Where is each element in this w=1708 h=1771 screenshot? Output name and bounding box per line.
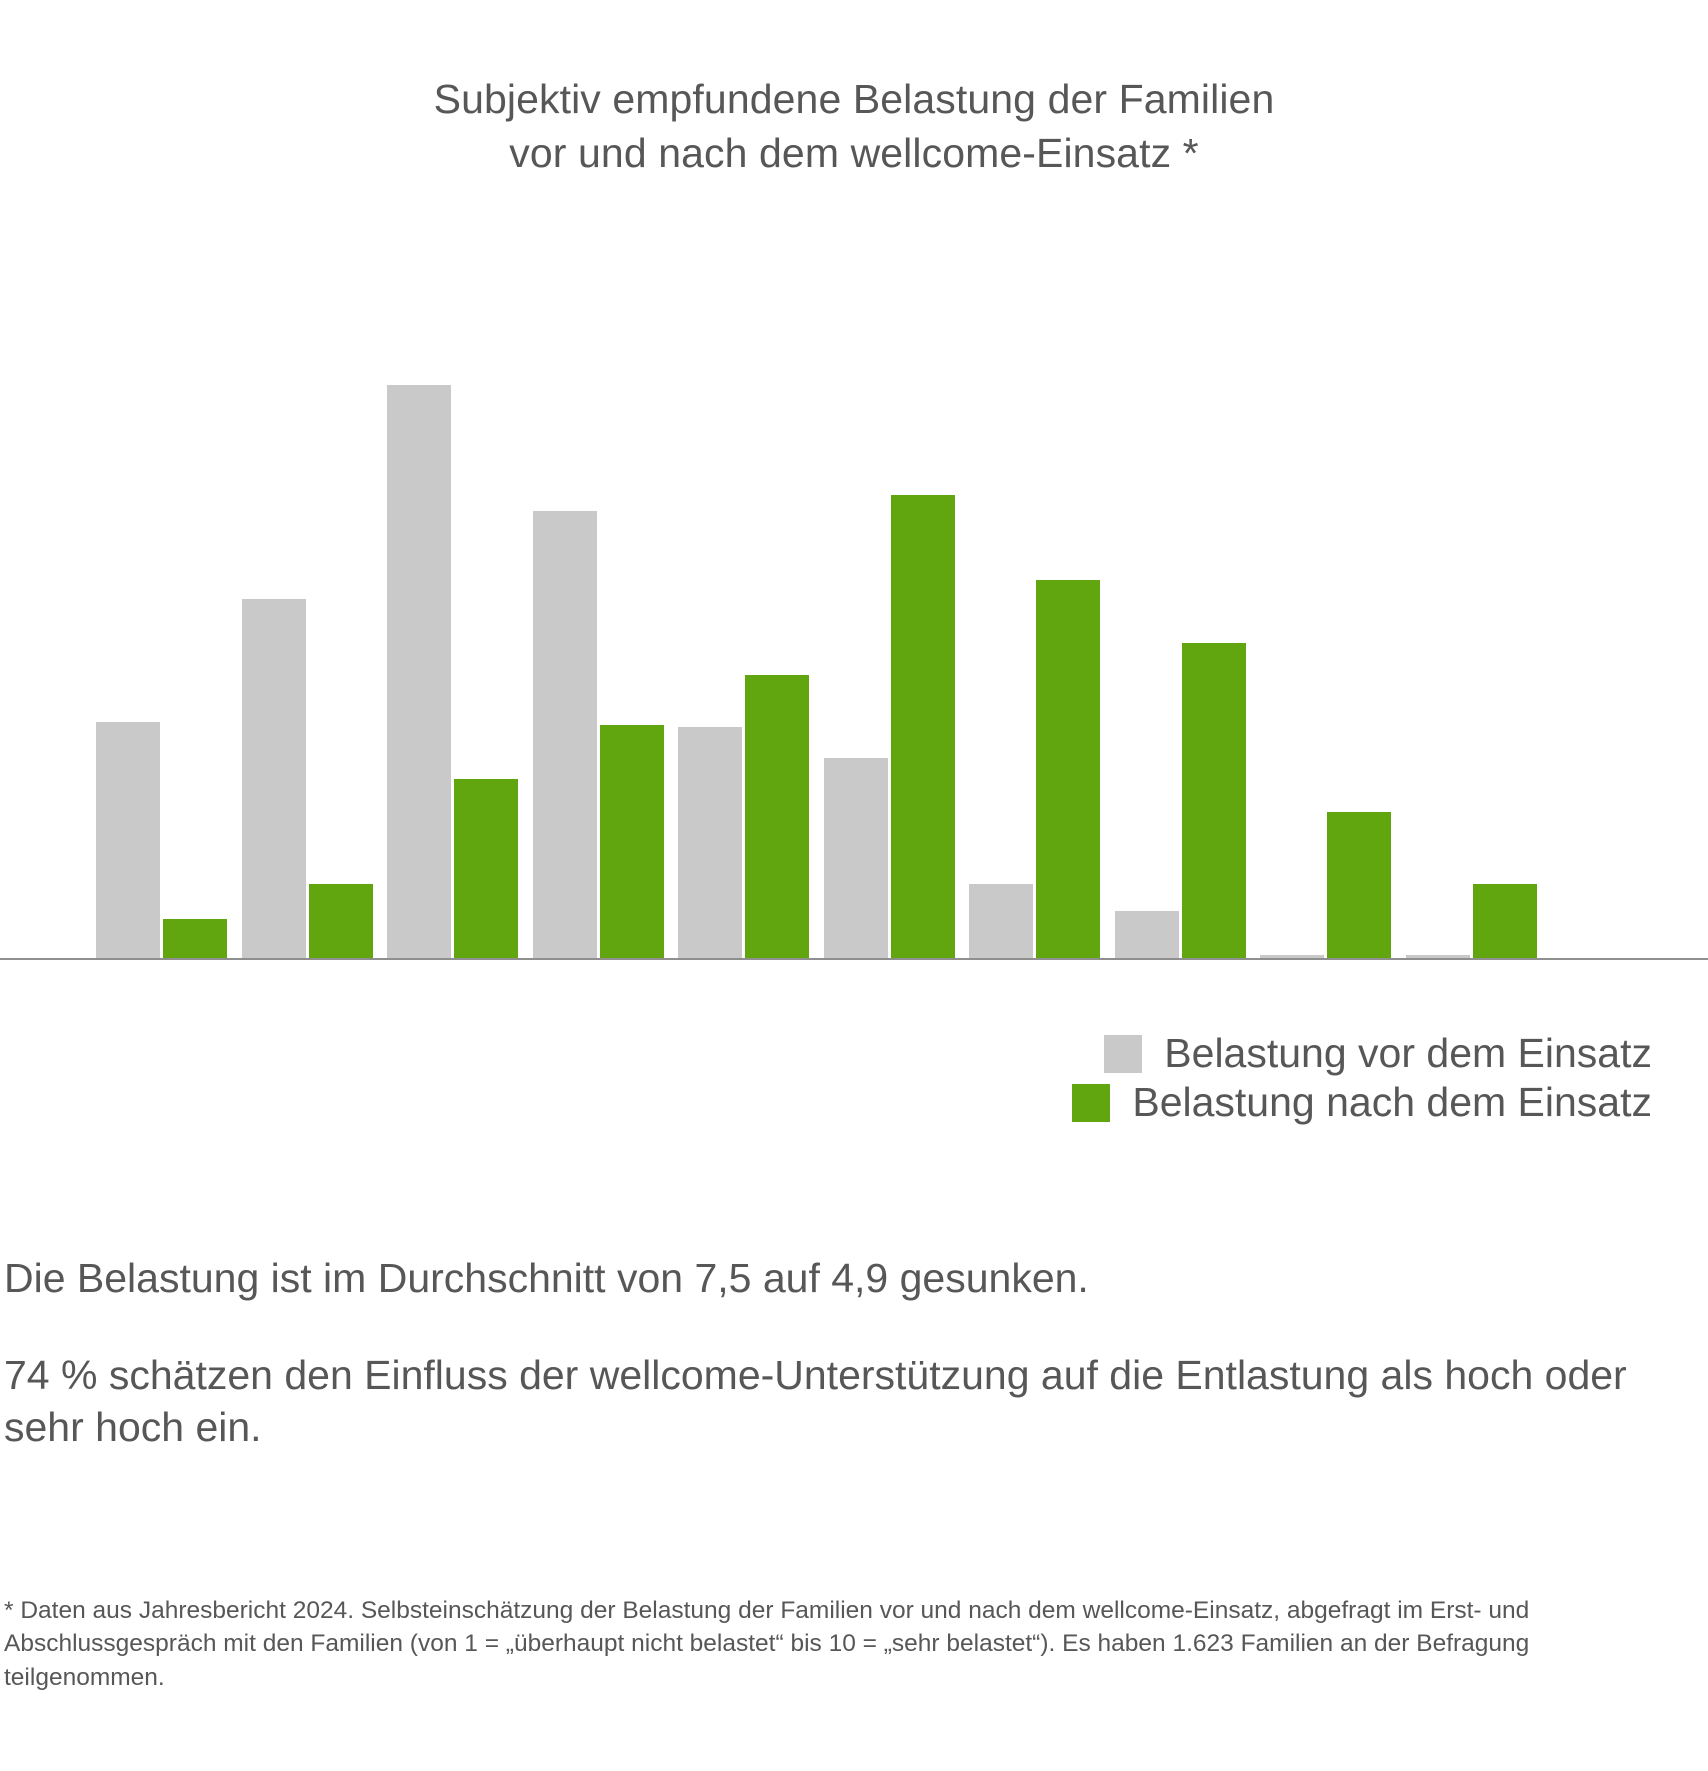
- bar-group-6: [824, 248, 970, 960]
- bar-pre-5: [678, 727, 742, 960]
- legend-swatch-pre-icon: [1104, 1035, 1142, 1073]
- summary-paragraph-2: 74 % schätzen den Einfluss der wellcome-Unterstützung auf die Entlastung als hoch oder sehr hoch ein.: [4, 1351, 1627, 1451]
- summary-paragraph-1: Die Belastung ist im Durchschnitt von 7,5 auf 4,9 gesunken.: [4, 1255, 1089, 1302]
- bar-group-1: [96, 248, 242, 960]
- bar-groups: [96, 248, 1708, 960]
- legend-item-pre: [1104, 1032, 1652, 1075]
- bar-group-2: [242, 248, 388, 960]
- summary-text: [0, 1252, 1708, 1453]
- bar-pre-7: [969, 884, 1033, 961]
- bar-group-5: [678, 248, 824, 960]
- x-axis-line: [0, 958, 1708, 960]
- chart-title-line-1: Subjektiv empfundene Belastung der Familien: [433, 76, 1275, 122]
- bar-group-9: [1260, 248, 1406, 960]
- bar-group-3: [387, 248, 533, 960]
- bar-group-7: [969, 248, 1115, 960]
- legend-swatch-post-icon: [1072, 1084, 1110, 1122]
- bar-pre-6: [824, 758, 888, 961]
- bar-chart: [0, 248, 1708, 960]
- bar-group-4: [533, 248, 679, 960]
- bar-post-10: [1473, 884, 1537, 961]
- footnote: * Daten aus Jahresbericht 2024. Selbsteinschätzung der Belastung der Familien vor und nach dem wellcome-Einsatz, abgefragt im Erst- und Abschlussgespräch mit den Familien (von 1 = „überhaupt nicht belastet“ bis 10 = „sehr belastet“). Es haben 1.623 Familien an der Befragung teilgenommen.: [4, 1596, 1530, 1692]
- bar-pre-1: [96, 722, 160, 960]
- bar-pre-3: [387, 385, 451, 960]
- chart-plot-area: [0, 220, 1708, 960]
- chart-title: [0, 0, 1708, 180]
- legend-label-post: Belastung nach dem Einsatz: [1132, 1079, 1652, 1126]
- bar-pre-4: [533, 511, 597, 960]
- bar-pre-2: [242, 599, 306, 960]
- bar-pre-8: [1115, 911, 1179, 960]
- bar-post-8: [1182, 643, 1246, 961]
- bar-group-8: [1115, 248, 1261, 960]
- bar-post-1: [163, 919, 227, 960]
- bar-post-7: [1036, 580, 1100, 961]
- legend-item-post: [1072, 1081, 1652, 1124]
- bar-group-10: [1406, 248, 1552, 960]
- bar-post-3: [454, 779, 518, 960]
- bar-post-2: [309, 884, 373, 961]
- bar-post-9: [1327, 812, 1391, 960]
- legend-label-pre: Belastung vor dem Einsatz: [1164, 1030, 1652, 1077]
- chart-title-line-2: vor und nach dem wellcome-Einsatz *: [509, 130, 1199, 177]
- bar-post-4: [600, 725, 664, 961]
- bar-post-6: [891, 495, 955, 961]
- chart-legend: [0, 1032, 1708, 1130]
- bar-post-5: [745, 675, 809, 960]
